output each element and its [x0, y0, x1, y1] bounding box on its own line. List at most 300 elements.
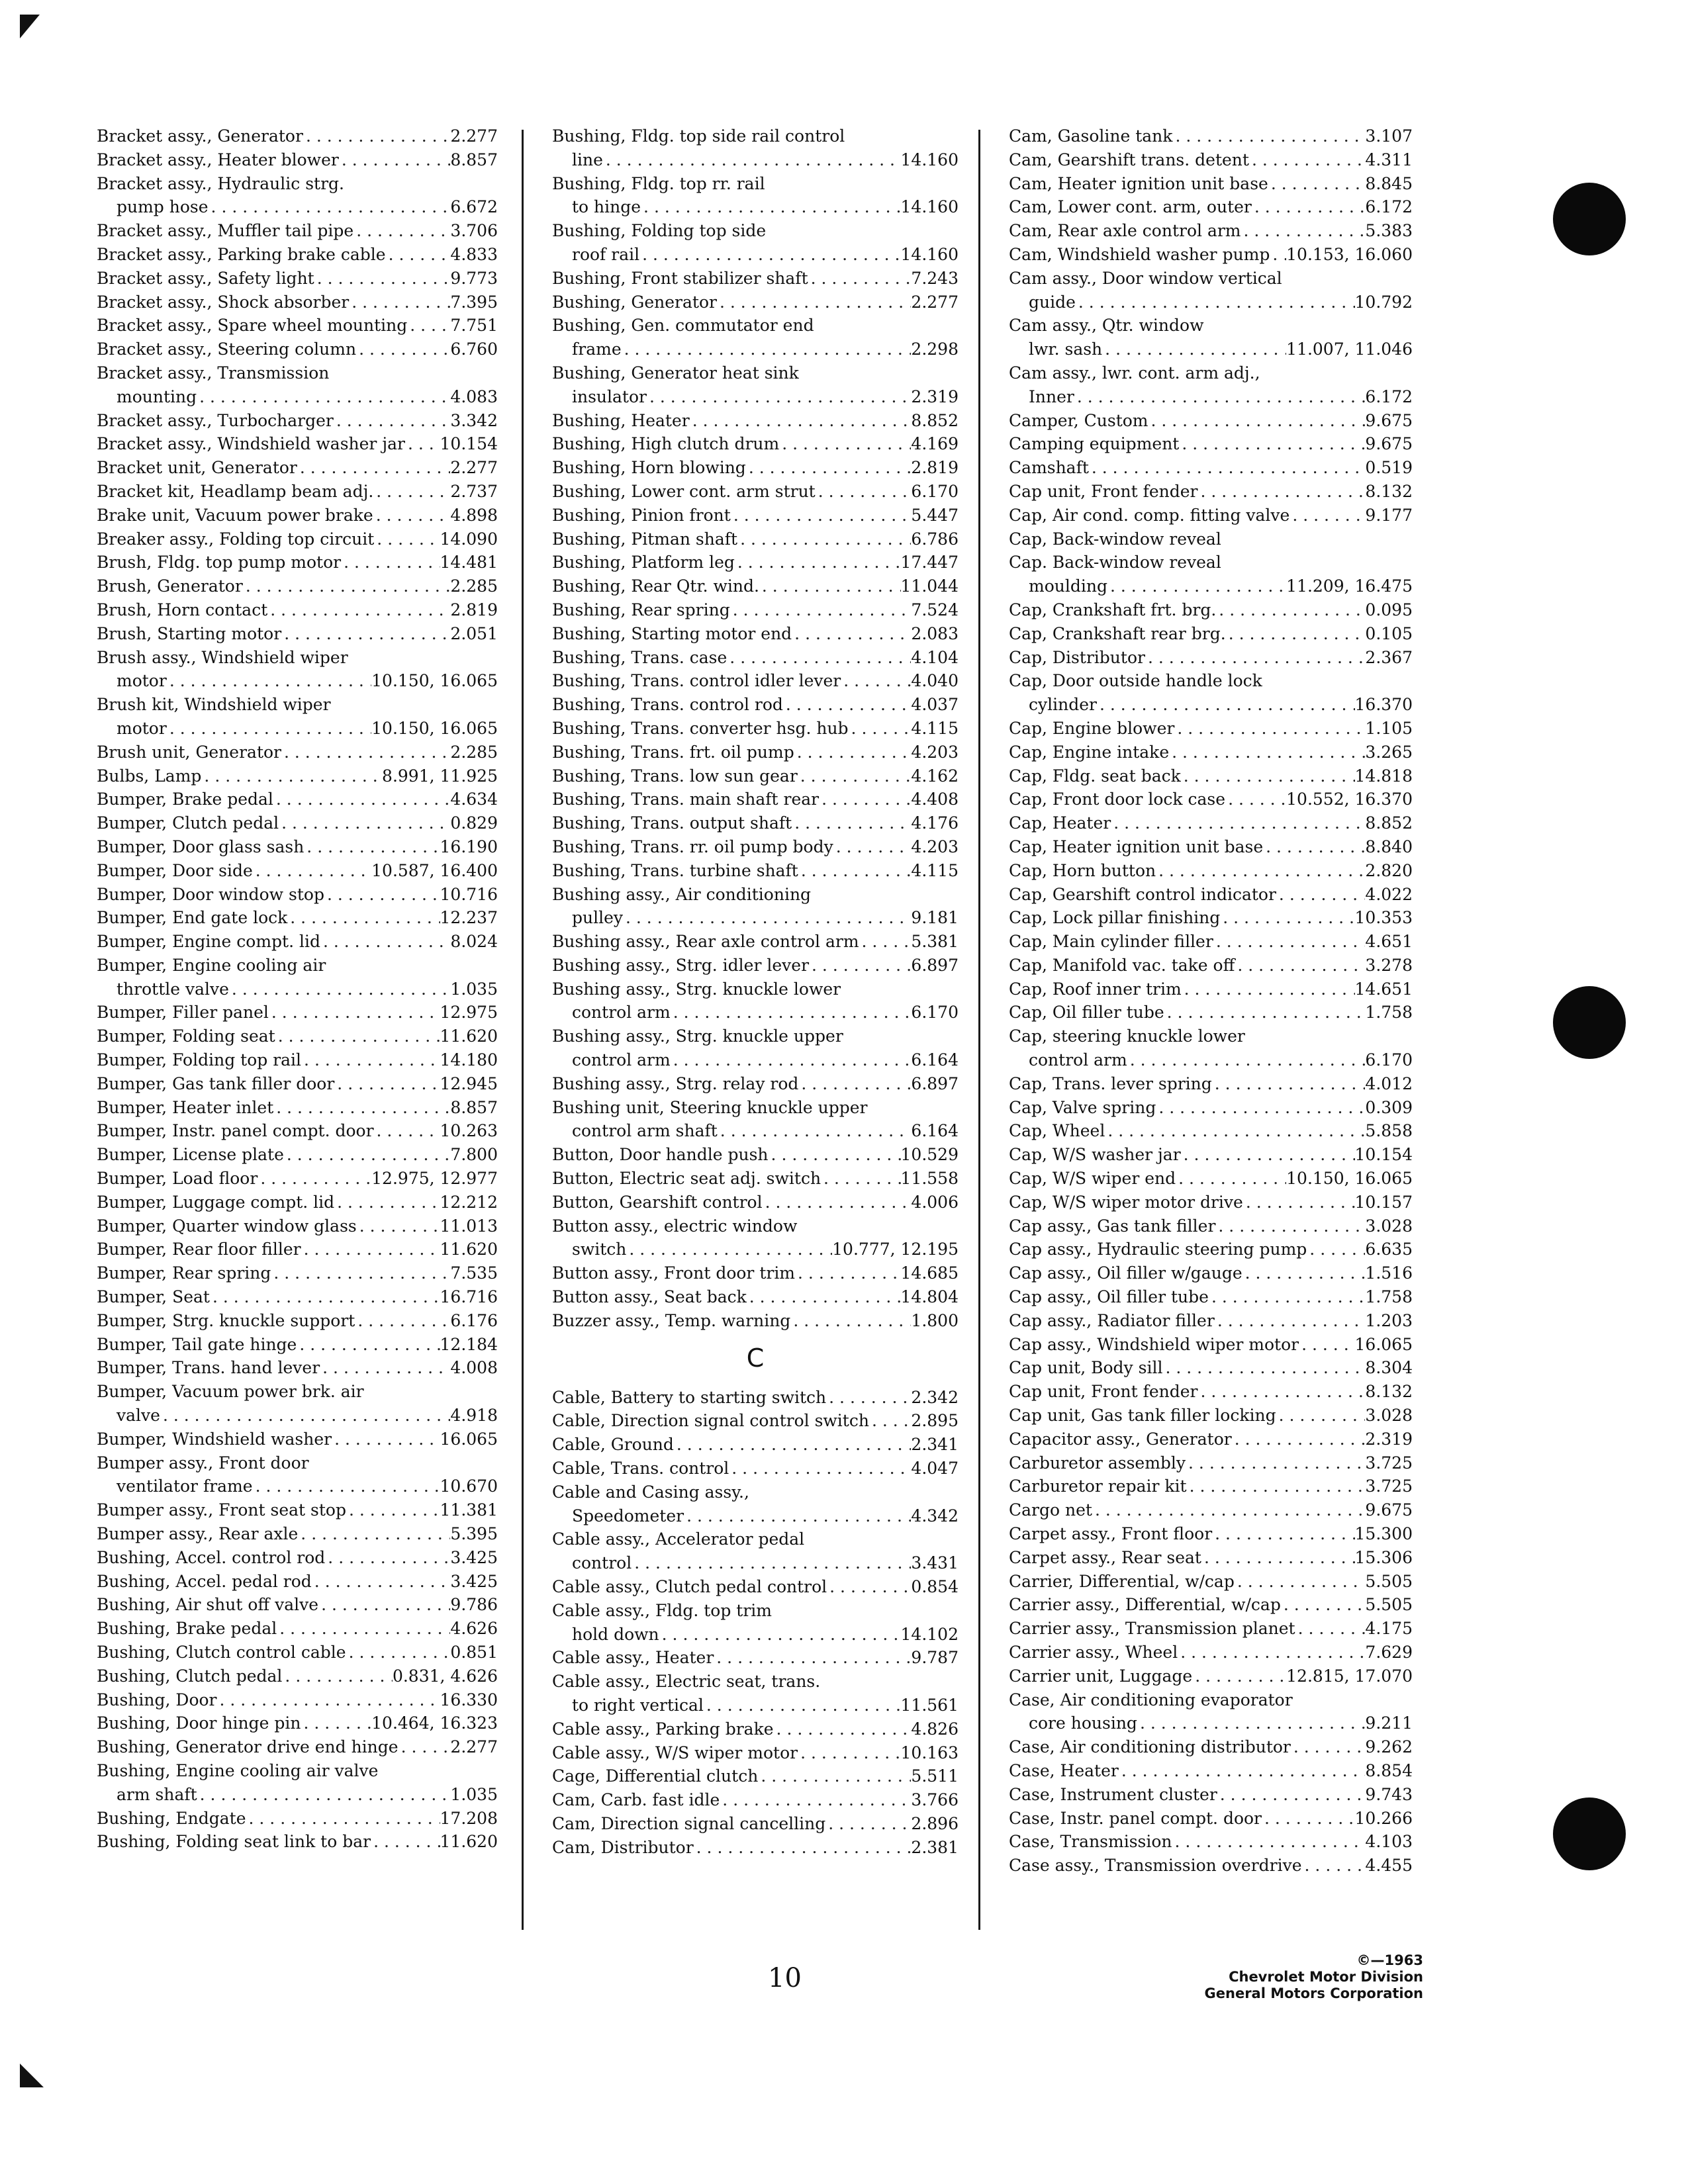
dot-leader: [647, 385, 911, 409]
entry-group-number: 2.277: [450, 126, 498, 146]
entry-group-number: 5.395: [450, 1524, 498, 1544]
index-entry: [552, 291, 959, 314]
index-entry: [97, 456, 498, 480]
entry-group-number: 6.176: [450, 1310, 498, 1330]
entry-part-name: Bracket assy., Spare wheel mounting: [97, 316, 408, 336]
index-entry: [1009, 669, 1413, 717]
entry-group-number: 9.177: [1365, 505, 1413, 525]
index-entry: [1009, 1428, 1413, 1451]
dot-leader: [825, 1812, 911, 1836]
index-entry: [1009, 1830, 1413, 1854]
entry-group-number: 6.164: [911, 1121, 959, 1141]
dot-leader: [798, 1072, 911, 1096]
index-entry-line: [552, 1836, 959, 1860]
entry-part-name: Bushing, Accel. control rod: [97, 1547, 326, 1567]
index-entry-line: [97, 1404, 498, 1428]
index-entry: [1009, 978, 1413, 1001]
entry-part-name: Cable, Trans. control: [552, 1459, 729, 1479]
index-entry-line: [552, 551, 959, 574]
entry-part-name: Bushing, Rear spring: [552, 600, 730, 619]
entry-group-number: 3.265: [1365, 742, 1413, 762]
entry-part-name: Bumper, Trans. hand lever: [97, 1358, 320, 1378]
dot-leader: [632, 1551, 911, 1575]
entry-group-number: 2.051: [450, 623, 498, 643]
entry-group-number: 9.773: [450, 268, 498, 288]
index-entry: [1009, 1570, 1413, 1594]
entry-group-number: 4.342: [911, 1506, 959, 1525]
entry-part-name: Cap, W/S wiper end: [1009, 1169, 1176, 1189]
entry-part-name: Brush unit, Generator: [97, 742, 282, 762]
entry-group-number: 11.013: [440, 1216, 498, 1236]
dot-leader: [718, 1119, 912, 1143]
index-entry-line: [552, 954, 959, 978]
entry-part-name: Cable assy., Heater: [552, 1648, 714, 1668]
index-entry-line: [97, 1285, 498, 1309]
entry-part-name: Cam, Heater ignition unit base: [1009, 173, 1268, 193]
entry-group-number: 16.370: [1354, 695, 1413, 715]
index-entry: [1009, 764, 1413, 788]
index-entry: [552, 361, 959, 409]
entry-part-name: Bracket unit, Generator: [97, 458, 297, 478]
index-entry-line: [97, 622, 498, 646]
entry-part-name: Bumper, Engine compt. lid: [97, 932, 320, 952]
entry-part-name: valve: [117, 1406, 160, 1426]
index-entry: [552, 669, 959, 693]
copyright-corporation: General Motors Corporation: [1204, 1985, 1423, 2001]
entry-group-number: 6.786: [911, 529, 959, 549]
index-entry-line: [1009, 1546, 1413, 1570]
index-entry-line: [552, 1504, 959, 1528]
entry-part-name: Cap, Back-window reveal: [1009, 529, 1221, 549]
index-entry: [552, 1788, 959, 1812]
index-entry-line: [1009, 1688, 1413, 1712]
entry-group-number: 9.675: [1365, 410, 1413, 430]
entry-group-number: 12.237: [440, 908, 498, 928]
dot-leader: [1179, 432, 1365, 456]
dot-leader: [1074, 385, 1366, 409]
entry-part-name: Bushing, Trans. control idler lever: [552, 671, 841, 691]
entry-part-name: Case, Heater: [1009, 1760, 1119, 1780]
index-entry-line: [552, 1646, 959, 1670]
entry-group-number: 0.105: [1365, 623, 1413, 643]
entry-part-name: control: [572, 1553, 632, 1573]
entry-group-number: 4.455: [1365, 1856, 1413, 1876]
index-entry-line: [1009, 1072, 1413, 1096]
index-entry-line: [552, 598, 959, 622]
dot-leader: [783, 693, 912, 717]
index-entry-line: [1009, 1285, 1413, 1309]
index-entry-line: [97, 527, 498, 551]
entry-part-name: Cap, Gearshift control indicator: [1009, 884, 1276, 904]
index-column-3: [1009, 124, 1413, 1878]
index-entry: [97, 1807, 498, 1831]
dot-leader: [334, 1072, 440, 1096]
dot-leader: [792, 811, 911, 835]
entry-group-number: 14.102: [900, 1624, 959, 1644]
index-entry-line: [552, 432, 959, 456]
entry-part-name: Cap, Heater: [1009, 813, 1111, 833]
dot-leader: [355, 1309, 450, 1333]
entry-group-number: 14.160: [900, 197, 959, 217]
entry-part-name: Bushing, Trans. rr. oil pump body: [552, 837, 833, 856]
index-entry-line: [552, 788, 959, 811]
dot-leader: [399, 1735, 451, 1759]
entry-group-number: 0.519: [1365, 458, 1413, 478]
entry-part-name: Bushing, Fldg. top side rail control: [552, 126, 845, 146]
entry-part-name: Bumper assy., Front door: [97, 1453, 309, 1473]
index-entry: [97, 1451, 498, 1499]
index-entry: [552, 1433, 959, 1457]
entry-part-name: Cap, Heater ignition unit base: [1009, 837, 1264, 856]
index-entry-line: [1009, 788, 1413, 811]
index-entry-line: [97, 1214, 498, 1238]
dot-leader: [1162, 1356, 1365, 1380]
entry-group-number: 11.620: [440, 1026, 498, 1046]
index-entry-line: [1009, 480, 1413, 504]
dot-leader: [1172, 124, 1365, 148]
index-entry: [1009, 1072, 1413, 1096]
index-entry: [1009, 1475, 1413, 1498]
entry-part-name: Cable, Battery to starting switch: [552, 1387, 827, 1407]
index-entry-line: [97, 1807, 498, 1831]
entry-group-number: 0.854: [911, 1577, 959, 1597]
index-entry-line: [1009, 361, 1413, 385]
index-entry-line: [97, 1333, 498, 1357]
dot-leader: [297, 1333, 440, 1357]
index-entry: [97, 480, 498, 504]
entry-part-name: Bushing assy., Rear axle control arm: [552, 932, 859, 952]
dot-leader: [674, 1433, 912, 1457]
entry-group-number: 2.819: [911, 458, 959, 478]
entry-part-name: Case, Transmission: [1009, 1832, 1172, 1852]
entry-group-number: 12.815, 17.070: [1286, 1666, 1413, 1686]
index-entry-line: [97, 480, 498, 504]
entry-part-name: Bushing, Gen. commutator end: [552, 316, 814, 336]
index-entry-line: [1009, 906, 1413, 930]
entry-part-name: Bumper, Luggage compt. lid: [97, 1192, 335, 1212]
entry-part-name: Bushing, Pinion front: [552, 505, 731, 525]
dot-leader: [1216, 598, 1365, 622]
index-entry-line: [97, 1711, 498, 1735]
binder-hole-punch: [1553, 986, 1626, 1059]
entry-group-number: 8.845: [1365, 173, 1413, 193]
index-entry: [97, 1759, 498, 1807]
entry-part-name: Bushing, Pitman shaft: [552, 529, 738, 549]
index-entry: [552, 1717, 959, 1741]
entry-part-name: Bushing, Fldg. top rr. rail: [552, 173, 765, 193]
dot-leader: [301, 1048, 440, 1072]
index-entry: [1009, 1096, 1413, 1120]
index-entry: [1009, 1593, 1413, 1617]
entry-group-number: 11.007, 11.046: [1286, 340, 1413, 359]
entry-part-name: Bracket kit, Headlamp beam adj.: [97, 481, 374, 501]
index-entry: [1009, 1617, 1413, 1641]
dot-leader: [229, 978, 451, 1001]
index-entry-line: [97, 859, 498, 883]
dot-leader: [694, 1836, 912, 1860]
entry-group-number: 7.243: [911, 268, 959, 288]
index-entry: [552, 1214, 959, 1262]
entry-part-name: Bracket assy., Shock absorber: [97, 292, 350, 312]
entry-part-name: Brush, Starting motor: [97, 623, 282, 643]
index-entry: [552, 1670, 959, 1717]
index-entry: [1009, 1143, 1413, 1167]
entry-part-name: roof rail: [572, 244, 640, 264]
entry-part-name: Cam, Lower cont. arm, outer: [1009, 197, 1252, 217]
index-entry-line: [1009, 930, 1413, 954]
index-entry: [552, 598, 959, 622]
entry-part-name: control arm: [1029, 1050, 1127, 1070]
index-entry-line: [97, 1356, 498, 1380]
entry-group-number: 3.706: [450, 221, 498, 241]
entry-group-number: 11.381: [440, 1500, 498, 1520]
index-entry-line: [552, 883, 959, 907]
index-entry-line: [97, 148, 498, 172]
dot-leader: [324, 883, 440, 907]
index-entry: [97, 1191, 498, 1214]
index-entry-line: [552, 930, 959, 954]
entry-part-name: Bumper, License plate: [97, 1145, 284, 1165]
entry-part-name: Camping equipment: [1009, 434, 1180, 454]
entry-part-name: Bushing, High clutch drum: [552, 434, 780, 454]
entry-part-name: Cap, Engine blower: [1009, 718, 1175, 738]
index-entry: [1009, 1783, 1413, 1807]
dot-leader: [1225, 788, 1286, 811]
index-entry: [97, 1546, 498, 1570]
entry-part-name: Cam assy., lwr. cont. arm adj.,: [1009, 363, 1260, 383]
entry-group-number: 0.309: [1365, 1097, 1413, 1117]
index-entry: [552, 504, 959, 527]
dot-leader: [217, 1688, 440, 1712]
entry-part-name: Cap, Manifold vac. take off: [1009, 955, 1235, 975]
entry-part-name: Camper, Custom: [1009, 410, 1149, 430]
entry-group-number: 6.897: [911, 955, 959, 975]
index-entry-line: [1009, 291, 1413, 314]
index-entry-line: [97, 195, 498, 219]
dot-leader: [1276, 883, 1366, 907]
entry-part-name: Case, Instr. panel compt. door: [1009, 1808, 1262, 1828]
index-entry-line: [552, 669, 959, 693]
dot-leader: [269, 1001, 440, 1024]
index-entry: [1009, 504, 1413, 527]
entry-part-name: Cap unit, Gas tank filler locking: [1009, 1406, 1276, 1426]
index-entry: [97, 1641, 498, 1664]
entry-group-number: 10.163: [900, 1743, 959, 1762]
index-entry-line: [552, 717, 959, 741]
dot-leader: [1291, 1735, 1366, 1759]
index-entry: [552, 835, 959, 859]
entry-part-name: Bushing, Air shut off valve: [97, 1595, 319, 1615]
entry-part-name: Breaker assy., Folding top circuit: [97, 529, 375, 549]
index-entry: [1009, 124, 1413, 148]
entry-group-number: 10.157: [1354, 1192, 1413, 1212]
entry-part-name: Cable assy., Electric seat, trans.: [552, 1672, 821, 1692]
dot-leader: [1270, 243, 1286, 267]
index-entry-line: [97, 1735, 498, 1759]
dot-leader: [792, 622, 911, 646]
entry-part-name: Camshaft: [1009, 458, 1089, 478]
entry-part-name: Cap, W/S washer jar: [1009, 1145, 1181, 1165]
index-entry: [552, 1072, 959, 1096]
dot-leader: [267, 598, 450, 622]
entry-part-name: Bracket assy., Parking brake cable: [97, 244, 386, 264]
dot-leader: [1235, 1570, 1366, 1594]
index-entry: [1009, 646, 1413, 670]
entry-part-name: Cap, Fldg. seat back: [1009, 766, 1181, 786]
index-entry: [1009, 243, 1413, 267]
entry-part-name: lwr. sash: [1029, 340, 1103, 359]
dot-leader: [622, 338, 912, 361]
index-entry: [1009, 1238, 1413, 1261]
index-entry-line: [1009, 1807, 1413, 1831]
dot-leader: [334, 1191, 440, 1214]
entry-group-number: 3.431: [911, 1553, 959, 1573]
entry-group-number: 6.170: [911, 1003, 959, 1023]
entry-part-name: Brush, Generator: [97, 576, 243, 596]
entry-part-name: Cap assy., Oil filler w/gauge: [1009, 1263, 1243, 1283]
dot-leader: [1281, 1593, 1366, 1617]
entry-group-number: 9.743: [1365, 1784, 1413, 1804]
index-entry: [552, 1527, 959, 1575]
index-entry: [552, 1409, 959, 1433]
dot-leader: [1076, 291, 1355, 314]
entry-part-name: Bushing, Accel. pedal rod: [97, 1571, 312, 1591]
entry-group-number: 14.180: [440, 1050, 498, 1070]
entry-group-number: 1.203: [1365, 1310, 1413, 1330]
entry-part-name: throttle valve: [117, 979, 229, 999]
index-entry-line: [552, 906, 959, 930]
index-entry: [552, 1191, 959, 1214]
entry-group-number: 3.342: [450, 410, 498, 430]
index-entry: [552, 1646, 959, 1670]
dot-leader: [1249, 148, 1365, 172]
index-entry: [97, 1688, 498, 1712]
entry-group-number: 15.300: [1354, 1524, 1413, 1544]
dot-leader: [405, 432, 440, 456]
dot-leader: [243, 574, 451, 598]
index-entry-line: [97, 741, 498, 764]
index-entry-line: [97, 385, 498, 409]
dot-leader: [1299, 1333, 1354, 1357]
index-entry-line: [1009, 1854, 1413, 1878]
entry-part-name: Bushing, Rear Qtr. wind.: [552, 576, 759, 596]
dot-leader: [1156, 859, 1365, 883]
dot-leader: [167, 669, 371, 693]
dot-leader: [374, 1119, 440, 1143]
dot-leader: [827, 1575, 911, 1599]
index-entry-line: [97, 291, 498, 314]
dot-leader: [407, 314, 450, 338]
entry-group-number: 8.852: [911, 410, 959, 430]
dot-leader: [281, 622, 450, 646]
entry-part-name: to right vertical: [572, 1696, 704, 1715]
entry-part-name: Carrier unit, Luggage: [1009, 1666, 1193, 1686]
index-entry-line: [97, 409, 498, 433]
entry-group-number: 7.535: [450, 1263, 498, 1283]
index-entry-line: [97, 1570, 498, 1594]
index-entry-line: [552, 1119, 959, 1143]
entry-part-name: Bushing assy., Strg. knuckle lower: [552, 979, 841, 999]
index-entry: [97, 859, 498, 883]
dot-leader: [798, 859, 912, 883]
index-entry-line: [97, 456, 498, 480]
entry-group-number: 10.150, 16.065: [371, 671, 498, 691]
index-entry: [1009, 1309, 1413, 1333]
entry-part-name: Bushing, Lower cont. arm strut: [552, 481, 816, 501]
entry-part-name: Cam assy., Door window vertical: [1009, 268, 1282, 288]
entry-part-name: switch: [572, 1240, 627, 1259]
entry-part-name: Bushing, Horn blowing: [552, 458, 746, 478]
index-entry: [552, 693, 959, 717]
entry-part-name: Bumper, Heater inlet: [97, 1097, 274, 1117]
entry-part-name: Bracket assy., Safety light: [97, 268, 314, 288]
index-entry: [97, 788, 498, 811]
index-entry: [97, 291, 498, 314]
entry-part-name: Bushing, Starting motor end: [552, 623, 792, 643]
entry-part-name: Bumper, Door side: [97, 860, 253, 880]
entry-group-number: 6.164: [911, 1050, 959, 1070]
index-entry: [1009, 883, 1413, 907]
index-entry: [1009, 954, 1413, 978]
index-entry-line: [1009, 1641, 1413, 1664]
entry-part-name: Carrier, Differential, w/cap: [1009, 1571, 1235, 1591]
dot-leader: [1235, 954, 1365, 978]
index-entry: [97, 219, 498, 243]
entry-part-name: Cap, Main cylinder filler: [1009, 932, 1213, 952]
index-entry: [552, 811, 959, 835]
dot-leader: [1213, 930, 1366, 954]
index-entry: [1009, 267, 1413, 314]
entry-group-number: 16.190: [440, 837, 498, 856]
index-entry: [97, 906, 498, 930]
entry-part-name: Bracket assy., Muffler tail pipe: [97, 221, 354, 241]
index-entry: [1009, 1024, 1413, 1072]
index-entry-line: [552, 219, 959, 243]
index-entry: [97, 693, 498, 741]
dot-leader: [353, 219, 450, 243]
index-entry: [1009, 1404, 1413, 1428]
entry-part-name: Capacitor assy., Generator: [1009, 1429, 1232, 1449]
entry-group-number: 2.298: [911, 340, 959, 359]
index-entry: [552, 883, 959, 931]
index-entry: [552, 1167, 959, 1191]
index-entry: [1009, 219, 1413, 243]
entry-part-name: Bushing, Trans. case: [552, 647, 727, 667]
entry-part-name: moulding: [1029, 576, 1107, 596]
index-entry-line: [552, 764, 959, 788]
dot-leader: [1092, 1498, 1365, 1522]
index-entry: [552, 551, 959, 574]
index-entry-line: [552, 1717, 959, 1741]
entry-group-number: 8.857: [450, 150, 498, 169]
index-entry: [1009, 527, 1413, 551]
entry-part-name: Cable and Casing assy.,: [552, 1482, 749, 1502]
entry-group-number: 2.277: [450, 458, 498, 478]
index-entry-line: [97, 267, 498, 291]
index-entry-line: [552, 361, 959, 385]
index-entry: [1009, 409, 1413, 433]
entry-group-number: 14.090: [440, 529, 498, 549]
index-entry-line: [1009, 1593, 1413, 1617]
index-entry-line: [97, 1048, 498, 1072]
index-entry: [97, 1167, 498, 1191]
index-entry-line: [552, 504, 959, 527]
index-entry-line: [97, 1024, 498, 1048]
entry-part-name: Bracket assy., Generator: [97, 126, 303, 146]
index-entry-line: [552, 1261, 959, 1285]
index-entry: [97, 1261, 498, 1285]
entry-part-name: Cap, Crankshaft frt. brg.: [1009, 600, 1217, 619]
